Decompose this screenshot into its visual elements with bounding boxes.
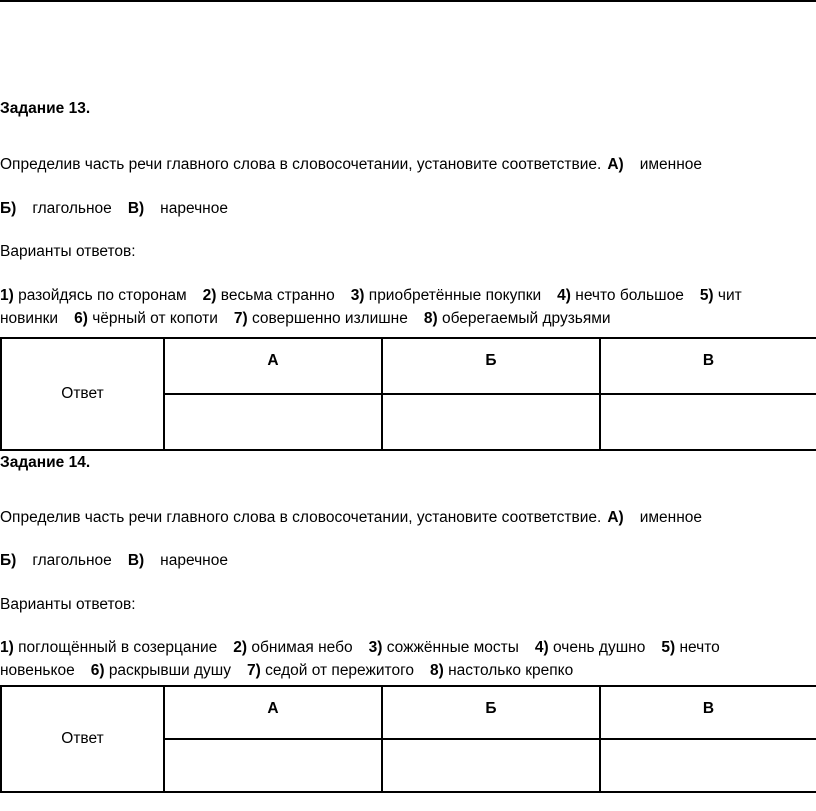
option-text: сожжённые мосты — [386, 639, 519, 656]
task14-instruction: Определив часть речи главного слова в словосочетании, установите соответствие. — [0, 509, 602, 526]
task13-options-line-1 — [0, 286, 758, 308]
task14-cat-v: наречное — [160, 552, 228, 569]
task14-options-line-2 — [0, 661, 573, 681]
option-text: очень душно — [553, 639, 646, 656]
option-text: чёрный от копоти — [92, 310, 218, 327]
option-text: раскрывши душу — [108, 662, 231, 679]
option-number: 1) — [0, 639, 14, 656]
task14-variants-label: Варианты ответов: — [0, 596, 136, 613]
option-number: 4) — [557, 287, 571, 304]
answer-label-cell — [1, 338, 164, 450]
option-text: приобретённые покупки — [368, 287, 542, 304]
option-number: 3) — [368, 639, 383, 656]
task13-cat-v: наречное — [160, 200, 228, 217]
top-rule — [0, 0, 816, 2]
task13-variants-label: Варианты ответов: — [0, 243, 136, 260]
task14-cat-v-letter: В) — [127, 552, 145, 569]
column-header-b: Б — [382, 338, 600, 394]
option-number: 6) — [74, 310, 88, 327]
option-number: 6) — [90, 662, 105, 679]
task14-instruction-line — [0, 508, 702, 528]
task14-cat-b: глагольное — [32, 552, 112, 569]
task14-options-line-1 — [0, 638, 760, 660]
option-text: настолько крепко — [448, 662, 574, 679]
task14-categories-line — [0, 551, 228, 571]
task13-cat-b-letter: Б) — [0, 200, 17, 217]
task13-instruction: Определив часть речи главного слова в словосочетании, установите соответствие. — [0, 156, 602, 173]
answer-cell-a[interactable] — [164, 394, 382, 450]
option-number: 8) — [423, 310, 438, 327]
option-number: 2) — [233, 639, 248, 656]
option-number: 7) — [233, 310, 248, 327]
answer-label: Ответ — [61, 730, 104, 747]
option-text: обнимая небо — [251, 639, 353, 656]
task13-cat-a-letter: А) — [607, 156, 624, 173]
option-text: разойдясь по сторонам — [18, 287, 187, 304]
task14-title: Задание 14. — [0, 454, 91, 471]
answer-cell-b[interactable] — [382, 739, 600, 792]
option-text: совершенно излишне — [251, 310, 408, 327]
task14-cat-a: именное — [639, 509, 703, 526]
answer-cell-v[interactable] — [600, 394, 816, 450]
option-text: нечто большое — [575, 287, 684, 304]
option-number: 2) — [202, 287, 217, 304]
answer-label: Ответ — [61, 385, 104, 402]
option-text: нечто — [679, 639, 720, 656]
option-number: 5) — [661, 639, 676, 656]
column-header-a: А — [164, 338, 382, 394]
task13-categories-line — [0, 199, 228, 219]
option-text: чит — [717, 287, 742, 304]
option-text: седой от пережитого — [265, 662, 415, 679]
option-number: 3) — [350, 287, 365, 304]
task14-cat-a-letter: А) — [607, 509, 624, 526]
task13-cat-a: именное — [639, 156, 703, 173]
task13-options-line-2 — [0, 309, 611, 329]
task13-answer-table — [0, 337, 816, 451]
column-header-a: А — [164, 686, 382, 739]
task13-cat-v-letter: В) — [127, 200, 145, 217]
option-text: новенькое — [0, 662, 75, 679]
task14-cat-b-letter: Б) — [0, 552, 17, 569]
column-header-v: В — [600, 338, 816, 394]
answer-cell-b[interactable] — [382, 394, 600, 450]
option-text: поглощённый в созерцание — [18, 639, 218, 656]
task14-answer-table — [0, 685, 816, 793]
task13-title: Задание 13. — [0, 100, 91, 117]
option-number: 5) — [699, 287, 714, 304]
option-text: оберегаемый друзьями — [441, 310, 611, 327]
answer-cell-v[interactable] — [600, 739, 816, 792]
column-header-v: В — [600, 686, 816, 739]
option-text: весьма странно — [220, 287, 335, 304]
task13-cat-b: глагольное — [32, 200, 112, 217]
answer-cell-a[interactable] — [164, 739, 382, 792]
option-number: 7) — [246, 662, 261, 679]
option-number: 1) — [0, 287, 14, 304]
option-number: 8) — [430, 662, 444, 679]
option-text: новинки — [0, 310, 59, 327]
option-number: 4) — [534, 639, 549, 656]
column-header-b: Б — [382, 686, 600, 739]
task13-instruction-line — [0, 155, 702, 175]
answer-label-cell — [1, 686, 164, 792]
